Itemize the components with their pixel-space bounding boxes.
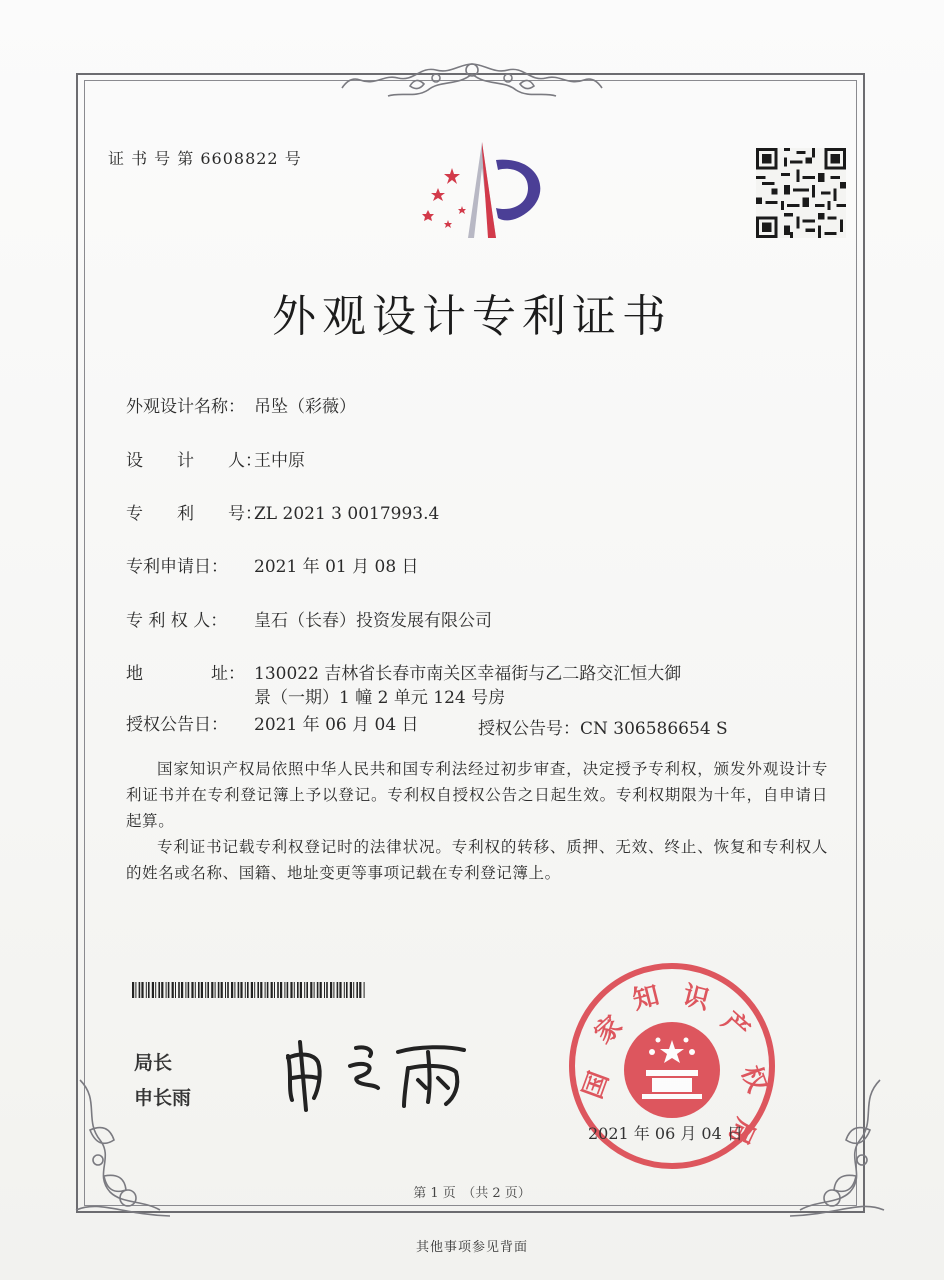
- address-value: [254, 662, 714, 710]
- field-value: 2021 年 06 月 04 日: [254, 715, 419, 735]
- barcode-bar: [231, 982, 233, 998]
- barcode-bar: [175, 982, 176, 998]
- barcode-bar: [221, 982, 223, 998]
- field-patentee: [126, 610, 492, 632]
- paragraph-grant-statement: 国家知识产权局依照中华人民共和国专利法经过初步审查，决定授予专利权，颁发外观设计专利证书并在专利登记簿上予以登记。专利权自授权公告之日起生效。专利权期限为十年，自申请日起算。: [126, 760, 828, 830]
- barcode-bar: [359, 982, 361, 998]
- barcode-bar: [280, 982, 282, 998]
- seal-char: 知: [629, 980, 663, 1016]
- address-line-1: 130022 吉林省长春市南关区幸福街与乙二路交汇恒大御: [254, 664, 682, 684]
- field-grant-date: [126, 714, 419, 736]
- back-note: 其他事项参见背面: [415, 1240, 528, 1255]
- paragraph-legal-status: 专利证书记载专利权登记时的法律状况。专利权的转移、质押、无效、终止、恢复和专利权人的姓名或名称、国籍、地址变更等事项记载在专利登记簿上。: [126, 838, 828, 882]
- page-number: 第 1 页 （共 2 页）: [413, 1186, 531, 1201]
- seal-char: 局: [722, 1113, 761, 1150]
- barcode-bar: [339, 982, 341, 998]
- barcode-bar: [215, 982, 216, 998]
- barcode-bar: [227, 982, 229, 998]
- barcode-bar: [158, 982, 160, 998]
- barcode-bar: [297, 982, 299, 998]
- barcode-bar: [317, 982, 319, 998]
- barcode-bar: [168, 982, 170, 998]
- barcode-bar: [181, 982, 183, 998]
- seal-char: 产: [715, 1006, 756, 1046]
- barcode-bar: [251, 982, 253, 998]
- seal-char: 权: [734, 1061, 773, 1097]
- barcode-bar: [306, 982, 308, 998]
- barcode-bar: [172, 982, 174, 998]
- certificate-number: 证 书 号 第 6608822 号: [108, 149, 302, 168]
- barcode-bar: [290, 982, 292, 998]
- barcode-bar: [178, 982, 180, 998]
- barcode-bar: [207, 982, 209, 998]
- barcode-bar: [254, 982, 255, 998]
- barcode-bar: [344, 982, 345, 998]
- barcode-bar: [324, 982, 325, 998]
- field-label: 专 利 权 人：: [126, 611, 228, 631]
- barcode-bar: [240, 982, 242, 998]
- barcode-bar: [257, 982, 259, 998]
- barcode-bar: [326, 982, 328, 998]
- barcode-bar: [201, 982, 203, 998]
- barcode-bar: [260, 982, 262, 998]
- field-filing-date: [126, 556, 419, 578]
- barcode-bar: [155, 982, 156, 998]
- barcode-bar: [267, 982, 269, 998]
- barcode-bar: [346, 982, 348, 998]
- barcode-bar: [211, 982, 213, 998]
- handwritten-signature: [278, 1032, 478, 1112]
- patent-office-logo: [412, 138, 552, 246]
- barcode-bar: [304, 982, 305, 998]
- barcode-bar: [225, 982, 226, 998]
- stamp-date: 2021 年 06 月 04 日: [588, 1124, 743, 1143]
- barcode-bar: [333, 982, 334, 998]
- field-publication-number: [478, 714, 728, 739]
- field-value: 王中原: [254, 451, 305, 471]
- field-designer: [126, 450, 305, 472]
- field-value: ZL 2021 3 0017993.4: [254, 504, 440, 524]
- address-line-2: 景（一期）1 幢 2 单元 124 号房: [254, 688, 506, 708]
- barcode-bar: [300, 982, 302, 998]
- barcode-bar: [135, 982, 136, 998]
- field-label: 授权公告号：: [478, 719, 580, 739]
- barcode-bar: [284, 982, 285, 998]
- field-label: 外观设计名称：: [126, 397, 245, 417]
- field-value: 吊坠（彩薇）: [254, 397, 356, 417]
- seal-char: 国: [577, 1067, 616, 1103]
- field-design-name: [126, 396, 356, 418]
- barcode-bar: [330, 982, 332, 998]
- barcode-bar: [191, 982, 193, 998]
- barcode-bar: [205, 982, 206, 998]
- barcode-bar: [265, 982, 266, 998]
- signatory-name: 申长雨: [134, 1087, 192, 1109]
- field-label: 地 址：: [126, 664, 245, 684]
- barcode-bar: [195, 982, 196, 998]
- seal-char: 识: [679, 980, 713, 1016]
- barcode-bar: [148, 982, 150, 998]
- barcode-bar: [287, 982, 289, 998]
- barcode-bar: [198, 982, 200, 998]
- barcode: [132, 982, 366, 998]
- field-label: 设 计 人：: [126, 451, 262, 471]
- field-address: [126, 663, 254, 685]
- field-label: 专 利 号：: [126, 504, 262, 524]
- barcode-bar: [356, 982, 358, 998]
- barcode-bar: [353, 982, 354, 998]
- barcode-bar: [218, 982, 220, 998]
- barcode-bar: [141, 982, 143, 998]
- barcode-bar: [274, 982, 275, 998]
- barcode-bar: [337, 982, 339, 998]
- barcode-bar: [161, 982, 163, 998]
- barcode-bar: [314, 982, 315, 998]
- barcode-bar: [245, 982, 246, 998]
- barcode-bar: [185, 982, 186, 998]
- barcode-bar: [247, 982, 249, 998]
- barcode-bar: [364, 982, 365, 998]
- certificate-title: 外观设计专利证书: [272, 291, 672, 342]
- barcode-bar: [350, 982, 352, 998]
- barcode-bar: [139, 982, 141, 998]
- barcode-bar: [294, 982, 295, 998]
- barcode-bar: [271, 982, 273, 998]
- barcode-bar: [277, 982, 279, 998]
- seal-char: 家: [588, 1010, 629, 1050]
- barcode-bar: [320, 982, 322, 998]
- field-label: 授权公告日：: [126, 715, 228, 735]
- barcode-bar: [234, 982, 235, 998]
- field-value: 2021 年 01 月 08 日: [254, 557, 419, 577]
- top-ornament: [340, 56, 604, 102]
- barcode-bar: [238, 982, 240, 998]
- field-value: CN 306586654 S: [580, 719, 728, 739]
- barcode-bar: [188, 982, 190, 998]
- barcode-bar: [152, 982, 154, 998]
- field-patent-number: [126, 503, 439, 525]
- barcode-bar: [166, 982, 167, 998]
- barcode-bar: [132, 982, 134, 998]
- signatory-role: 局长: [134, 1052, 173, 1074]
- qr-code: [756, 148, 846, 238]
- barcode-bar: [310, 982, 312, 998]
- field-label: 专利申请日：: [126, 557, 228, 577]
- barcode-bar: [146, 982, 147, 998]
- field-value: 皇石（长春）投资发展有限公司: [254, 611, 492, 631]
